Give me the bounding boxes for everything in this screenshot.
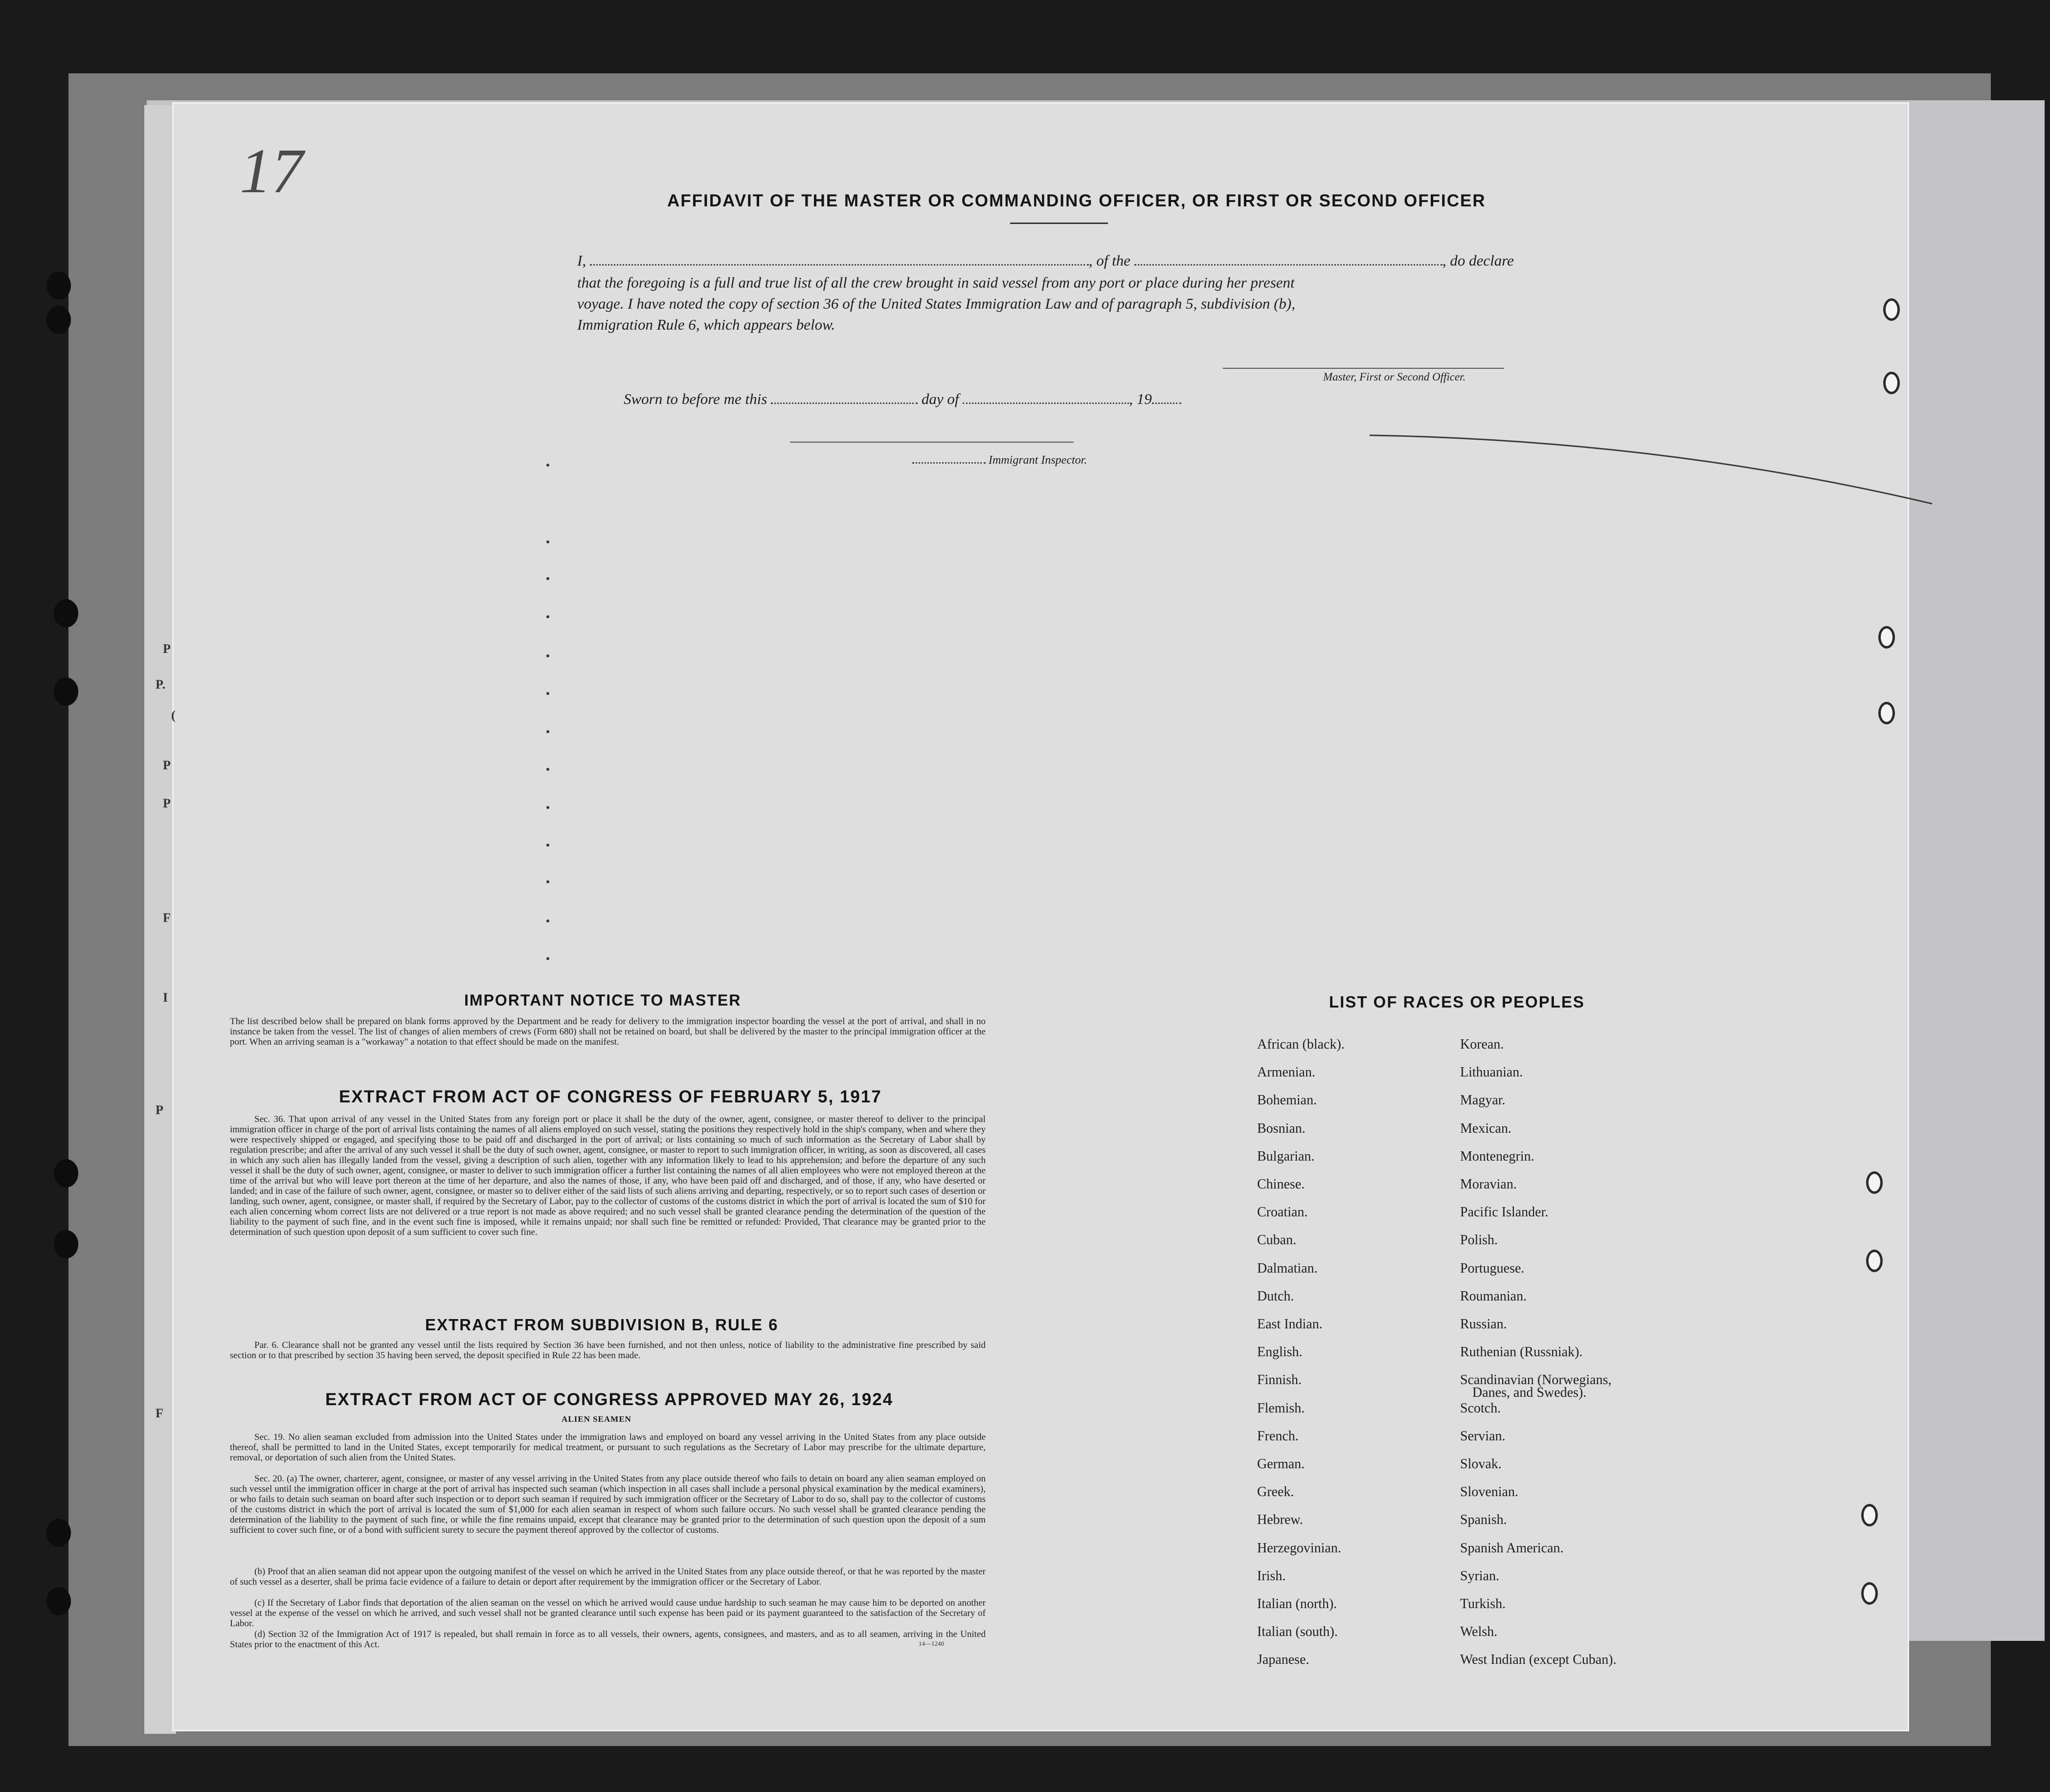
show-through-dot [546, 615, 549, 618]
race-item: Cuban. [1257, 1232, 1297, 1248]
show-through-dot [546, 577, 549, 580]
do-declare-label: , do declare [1442, 252, 1514, 269]
binder-hole [54, 1230, 78, 1258]
race-item: Spanish American. [1460, 1540, 1564, 1556]
race-item: Servian. [1460, 1428, 1506, 1444]
extract-1917-body: Sec. 36. That upon arrival of any vessel in the United States from any foreign port or place it shall be the duty of the owner, agent, consignee, or master thereof to deliver to the principal immigration officer in charge of the port of arrival lists containing the names of all aliens employed on such vessel, stating the positions they respectively hold in the ship's company, when and where they were respectively shipped or engaged, and specifying those to be paid off and discharged in the port of arrival; or lists containing so much of such information as the Secretary of Labor shall by regulation prescribe; and after the arrival of any such vessel it shall be the duty of such owner, agent, consignee, or master to report to such immigration officer, in writing, as soon as discovered, all cases in which any such alien has illegally landed from the vessel, giving a description of such alien, together with any information likely to lead to his apprehension; and before the departure of any such vessel it shall be the duty of such owner, agent, consignee, or master to deliver to such immigration officer a further list containing the names of all alien employees who were not employed thereon at the time of the arrival but who will leave port thereon at the time of her departure, and also the names of those, if any, who have been paid off and discharged, and of those, if any, who have deserted or landed; and in case of the failure of such owner, agent, consignee, or master so to deliver either of the said lists of such aliens arriving and departing, respectively, or so to report such cases of desertion or landing, such owner, agent, consignee, or master shall, if required by the Secretary of Labor, pay to the collector of customs of the customs district in which the port of arrival is located the sum of $10 for each alien concerning whom correct lists are not delivered or a true report is not made as above required; and no such vessel shall be granted clearance pending the determination of the question of the liability to the payment of such fine, and in the event such fine is imposed, while it remains unpaid; nor shall such fine be remitted or refunded: Provided, That clearance may be granted prior to the determination of such question upon deposit of a sum sufficient to cover such fine. [230, 1114, 986, 1237]
show-through-dot [546, 464, 549, 467]
show-through-dot [546, 540, 549, 543]
race-item: Portuguese. [1460, 1260, 1525, 1276]
sworn-day-blank[interactable] [771, 403, 918, 404]
inspector-line [912, 454, 1087, 467]
race-item: Armenian. [1257, 1065, 1315, 1080]
race-item: Russian. [1460, 1317, 1507, 1332]
sworn-year-blank[interactable] [1152, 403, 1181, 404]
race-item: Spanish. [1460, 1512, 1507, 1528]
race-item: Moravian. [1460, 1177, 1517, 1192]
scan-artifact-curve [1370, 430, 1937, 518]
race-item: Scandinavian (Norwegians, [1460, 1372, 1612, 1388]
race-item: Hebrew. [1257, 1512, 1303, 1528]
race-item: Dalmatian. [1257, 1260, 1318, 1276]
affidavit-line-2: that the foregoing is a full and true list of all the crew brought in said vessel from any port or place during her present [577, 274, 1295, 291]
inspector-signature-line[interactable] [790, 442, 1074, 443]
race-item: Scotch. [1460, 1400, 1501, 1416]
race-item: Turkish. [1460, 1596, 1506, 1612]
extract-1924-sec20c: (c) If the Secretary of Labor finds that deportation of the alien seaman on the vessel on which he arrived would cause undue hardship to such seaman he may cause him to be deported on another vessel at the expense of the vessel on which he arrived, and such vessel shall not be granted clearance until such expense has been paid or its payment guaranteed to the satisfaction of the Secretary of Labor. [230, 1598, 986, 1629]
punch-hole [1866, 1250, 1883, 1272]
form-code: 14—1240 [919, 1640, 944, 1647]
race-item: African (black). [1257, 1037, 1345, 1052]
race-item: Herzegovinian. [1257, 1540, 1341, 1556]
show-through-dot [546, 919, 549, 922]
race-item: Dutch. [1257, 1288, 1294, 1304]
race-item: Roumanian. [1460, 1288, 1527, 1304]
title-rule [1010, 223, 1108, 224]
margin-letter: P [156, 1103, 163, 1117]
show-through-dot [546, 730, 549, 733]
vessel-blank[interactable] [1134, 264, 1442, 266]
extract-1924-sec20d: (d) Section 32 of the Immigration Act of 1917 is repealed, but shall remain in force as to all vessels, their owners, agents, consignees, and masters, and as to all seamen, arriving in the United States prior to the enactment of this Act. [230, 1629, 986, 1650]
race-item: Chinese. [1257, 1177, 1305, 1192]
race-item: Ruthenian (Russniak). [1460, 1344, 1583, 1360]
show-through-dot [546, 654, 549, 657]
sworn-label: Sworn to before me this [624, 390, 767, 407]
race-item: Montenegrin. [1460, 1148, 1534, 1164]
race-item: Bohemian. [1257, 1093, 1317, 1108]
race-item: Italian (south). [1257, 1624, 1338, 1640]
declaration-line [577, 252, 1514, 269]
binder-hole [54, 599, 78, 627]
show-through-dot [546, 768, 549, 771]
race-item: French. [1257, 1428, 1299, 1444]
race-item: Slovenian. [1460, 1484, 1518, 1500]
show-through-dot [546, 692, 549, 695]
margin-letter: F [163, 911, 171, 925]
race-item: Syrian. [1460, 1568, 1500, 1584]
race-item: Korean. [1460, 1037, 1504, 1052]
binder-hole [46, 1519, 71, 1547]
race-item: German. [1257, 1456, 1305, 1472]
show-through-dot [546, 844, 549, 847]
affidavit-line-3: voyage. I have noted the copy of section 36 of the United States Immigration Law and of paragraph 5, subdivision (b), [577, 295, 1295, 312]
extract-1924-sec20a: Sec. 20. (a) The owner, charterer, agent, consignee, or master of any vessel arriving in the United States from any place outside thereof who fails to detain on board any alien seaman employed on such vessel until the immigration officer in charge at the port of arrival has inspected such seaman (which inspection in all cases shall include a personal physical examination by the medical examiners), or who fails to detain such seaman on board after such inspection or to deport such seaman if required by such immigration officer or the Secretary of Labor to do so, shall pay to the collector of customs of the customs district in which the port of arrival is located the sum of $1,000 for each alien seaman in respect of whom such failure occurs. No such vessel shall be granted clearance pending the determination of the liability to the payment of such fine, or while the fine remains unpaid, except that clearance may be granted prior to the determination of such question upon the deposit of a sum sufficient to cover such fine, or of a bond with sufficient surety to secure the payment thereof approved by the collector of customs. [230, 1474, 986, 1535]
race-item: Finnish. [1257, 1372, 1302, 1388]
notice-title: IMPORTANT NOTICE TO MASTER [464, 991, 742, 1009]
margin-letter: P [163, 796, 171, 810]
race-item: Japanese. [1257, 1652, 1309, 1668]
extract-1924-title: EXTRACT FROM ACT OF CONGRESS APPROVED MAY 26, 1924 [325, 1390, 894, 1409]
punch-hole [1861, 1504, 1878, 1526]
race-item: Greek. [1257, 1484, 1294, 1500]
race-item: Italian (north). [1257, 1596, 1337, 1612]
binder-hole [46, 1587, 71, 1615]
alien-seamen-subtitle: ALIEN SEAMEN [562, 1414, 631, 1424]
punch-hole [1883, 372, 1900, 394]
master-signature-line[interactable] [1223, 368, 1504, 369]
affidavit-title: AFFIDAVIT OF THE MASTER OR COMMANDING OFFICER, OR FIRST OR SECOND OFFICER [667, 191, 1486, 210]
margin-letter: P [163, 642, 171, 656]
race-item: East Indian. [1257, 1317, 1323, 1332]
race-item: Welsh. [1460, 1624, 1498, 1640]
race-item-continuation: Danes, and Swedes). [1472, 1385, 1587, 1401]
year-label: , 19 [1129, 390, 1152, 407]
of-the-label: , of the [1088, 252, 1131, 269]
page-left-edge [144, 105, 176, 1734]
race-item: Irish. [1257, 1568, 1286, 1584]
margin-letter: P [163, 758, 171, 772]
show-through-dot [546, 880, 549, 883]
margin-letter: F [156, 1406, 163, 1420]
inspector-label: Immigrant Inspector. [989, 454, 1087, 467]
race-item: West Indian (except Cuban). [1460, 1652, 1617, 1668]
punch-hole [1883, 298, 1900, 321]
race-item: Slovak. [1460, 1456, 1502, 1472]
show-through-dot [546, 957, 549, 960]
punch-hole [1878, 626, 1895, 649]
rule-6-title: EXTRACT FROM SUBDIVISION B, RULE 6 [425, 1316, 779, 1334]
master-signature-label: Master, First or Second Officer. [1323, 371, 1466, 383]
binder-hole [46, 271, 71, 300]
day-of-label: day of [921, 390, 959, 407]
punch-hole [1861, 1582, 1878, 1605]
extract-1917-title: EXTRACT FROM ACT OF CONGRESS OF FEBRUARY 5, 1917 [339, 1087, 882, 1106]
extract-1924-sec19: Sec. 19. No alien seaman excluded from admission into the United States under the immigration laws and employed on board any vessel arriving in the United States from any place outside thereof, shall be permitted to land in the United States, except temporarily for medical treatment, or pursuant to such regulations as the Secretary of Labor may prescribe for the ultimate departure, removal, or deportation of such alien from the United States. [230, 1432, 986, 1463]
race-item: Mexican. [1460, 1120, 1511, 1136]
show-through-dot [546, 806, 549, 809]
margin-letter: P. [156, 677, 165, 692]
margin-letter: I [163, 990, 168, 1005]
binder-hole [46, 306, 71, 334]
sworn-month-blank[interactable] [963, 403, 1129, 404]
race-item: Lithuanian. [1460, 1065, 1523, 1080]
race-item: Croatian. [1257, 1205, 1308, 1220]
race-item: Polish. [1460, 1232, 1498, 1248]
inspector-blank[interactable] [912, 462, 986, 464]
extract-1924-sec20b: (b) Proof that an alien seaman did not appear upon the outgoing manifest of the vessel on which he arrived in the United States from any place outside thereof, or that he was reported by the master of such vessel as a deserter, shall be prima facie evidence of a failure to detain or deport after requirement by the immigration officer or the Secretary of Labor. [230, 1567, 986, 1587]
punch-hole [1878, 702, 1895, 724]
race-item: Flemish. [1257, 1400, 1305, 1416]
i-label: I, [577, 252, 586, 269]
race-item: Pacific Islander. [1460, 1205, 1549, 1220]
margin-letter: ( [171, 708, 176, 722]
binder-hole [54, 1159, 78, 1187]
punch-hole [1866, 1171, 1883, 1194]
notice-body: The list described below shall be prepared on blank forms approved by the Department and be ready for delivery to the immigration inspector boarding the vessel at the port of arrival, and shall in no instance be taken from the vessel. The list of changes of alien members of crews (Form 680) shall not be retained on board, but shall be delivered by the master to the principal immigration officer at the port. When an arriving seaman is a "workaway" a notation to that effect should be made on the manifest. [230, 1016, 986, 1047]
folio-mark: 17 [240, 136, 303, 206]
race-item: Magyar. [1460, 1093, 1506, 1108]
race-item: English. [1257, 1344, 1303, 1360]
name-blank[interactable] [590, 264, 1089, 266]
races-title: LIST OF RACES OR PEOPLES [1329, 993, 1585, 1011]
affidavit-line-4: Immigration Rule 6, which appears below. [577, 316, 835, 333]
race-item: Bosnian. [1257, 1120, 1306, 1136]
rule-6-body: Par. 6. Clearance shall not be granted any vessel until the lists required by Section 36 have been furnished, and not then unless, notice of liability to the administrative fine prescribed by said section or to that prescribed by section 35 having been served, the deposit specified in Rule 22 has been made. [230, 1340, 986, 1361]
binder-hole [54, 677, 78, 706]
race-item: Bulgarian. [1257, 1148, 1315, 1164]
sworn-line [624, 390, 1181, 408]
